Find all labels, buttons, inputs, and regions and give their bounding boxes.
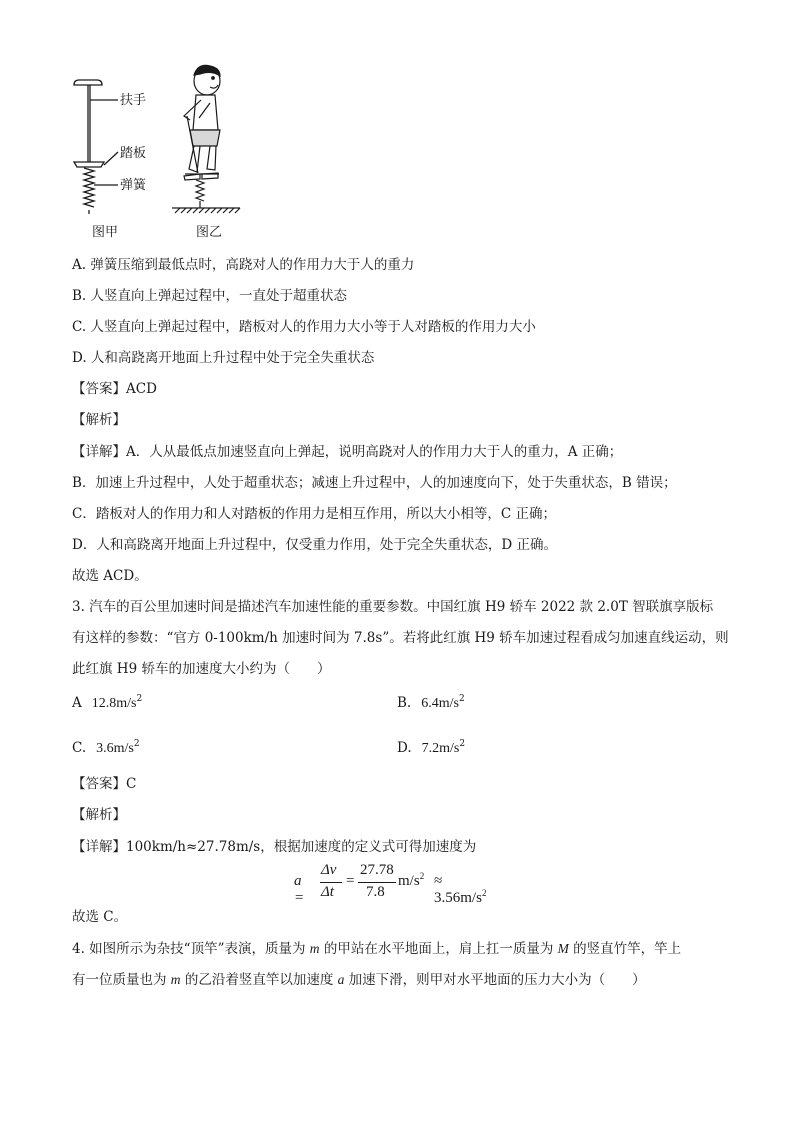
q2-detail-b: B．加速上升过程中，人处于超重状态；减速上升过程中，人的加速度向下，处于失重状态，B 错误；	[72, 475, 677, 491]
q3-option-a	[72, 694, 142, 713]
var-m-2: m	[170, 972, 181, 987]
q3-option-a-exp: 2	[136, 694, 143, 704]
q4-stem-line-1: 4. 如图所示为杂技“顶竿”表演，质量为 m 的甲站在水平地面上，肩上扛一质量为 M 的竖直竹竿，竿上	[72, 941, 682, 957]
q2-detail-d: D．人和高跷离开地面上升过程中，仅受重力作用，处于完全失重状态，D 正确。	[72, 537, 557, 553]
pogo-figure	[60, 58, 290, 247]
formula-unit: $m/s^2$	[398, 871, 425, 889]
q3-option-a-label: A	[72, 695, 82, 711]
q3-option-b-exp: 2	[458, 694, 465, 704]
q2-option-c: C. 人竖直向上弹起过程中，踏板对人的作用力大小等于人对踏板的作用力大小	[72, 319, 536, 335]
q3-option-d-value: 7.2m/s	[421, 741, 460, 756]
formula-denominator-1: Δt	[321, 884, 334, 900]
pogo-illustration	[60, 58, 290, 243]
var-m: m	[309, 941, 320, 956]
q3-analysis-heading: 【解析】	[72, 807, 126, 823]
fraction-bar-1	[320, 882, 342, 883]
formula-result: ≈ $3.56m/s^2$	[434, 873, 487, 906]
boy-on-pogo-drawing	[172, 65, 240, 213]
q2-option-d: D. 人和高跷离开地面上升过程中处于完全失重状态	[72, 350, 375, 366]
var-M: M	[557, 941, 569, 956]
fraction-bar-2	[358, 882, 396, 883]
formula-numerator-2: 27.78	[360, 862, 394, 878]
q3-option-c	[72, 739, 140, 758]
q2-option-a: A. 弹簧压缩到最低点时，高跷对人的作用力大于人的重力	[72, 257, 415, 273]
q2-option-b: B. 人竖直向上弹起过程中，一直处于超重状态	[72, 288, 348, 304]
q2-conclusion: 故选 ACD。	[72, 568, 148, 584]
q3-conclusion: 故选 C。	[72, 909, 128, 925]
q3-option-c-value: 3.6m/s	[96, 741, 134, 756]
q3-option-a-value: 12.8m/s	[91, 696, 137, 711]
q3-option-b-label: B.	[397, 695, 412, 711]
q3-option-b-value: 6.4m/s	[421, 696, 459, 711]
q3-answer: 【答案】C	[72, 776, 137, 792]
label-spring: 弹簧	[120, 178, 147, 193]
formula-denominator-2: 7.8	[366, 884, 385, 900]
q3-option-c-label: C.	[72, 740, 87, 756]
q3-stem-line-3: 此红旗 H9 轿车的加速度大小约为（ ）	[72, 661, 331, 677]
label-pedal: 踏板	[120, 146, 147, 161]
formula-numerator-1: Δv	[321, 862, 337, 878]
q2-answer: 【答案】ACD	[72, 381, 157, 397]
q2-analysis-heading: 【解析】	[72, 412, 126, 428]
q2-detail-c: C．踏板对人的作用力和人对踏板的作用力是相互作用，所以大小相等，C 正确；	[72, 506, 556, 522]
q3-stem-line-1: 3. 汽车的百公里加速时间是描述汽车加速性能的重要参数。中国红旗 H9 轿车 2022 款 2.0T 智联旗享版标	[72, 599, 714, 615]
q3-detail: 【详解】100km/h≈27.78m/s，根据加速度的定义式可得加速度为	[72, 839, 477, 855]
q3-stem-line-2: 有这样的参数：“官方 0-100km/h 加速时间为 7.8s”。若将此红旗 H9 轿车加速过程看成匀加速直线运动，则	[72, 630, 729, 646]
q3-option-d	[397, 739, 465, 758]
q3-option-d-label: D.	[397, 740, 412, 756]
q3-option-d-exp: 2	[459, 739, 466, 749]
q2-detail-a: 【详解】A．人从最低点加速竖直向上弹起，说明高跷对人的作用力大于人的重力，A 正确；	[72, 444, 623, 460]
caption-figure-a: 图甲	[92, 225, 119, 240]
q3-option-c-exp: 2	[133, 739, 140, 749]
q3-option-b	[397, 694, 465, 713]
var-a: a	[337, 972, 345, 987]
formula-lhs: a =	[294, 873, 305, 906]
formula-equals: =	[346, 873, 355, 889]
label-handle: 扶手	[120, 93, 147, 108]
caption-figure-b: 图乙	[196, 225, 223, 240]
q4-stem-line-2: 有一位质量也为 m 的乙沿着竖直竿以加速度 a 加速下滑，则甲对水平地面的压力大小为（ ）	[72, 972, 646, 988]
pogo-stick-drawing	[74, 80, 118, 214]
